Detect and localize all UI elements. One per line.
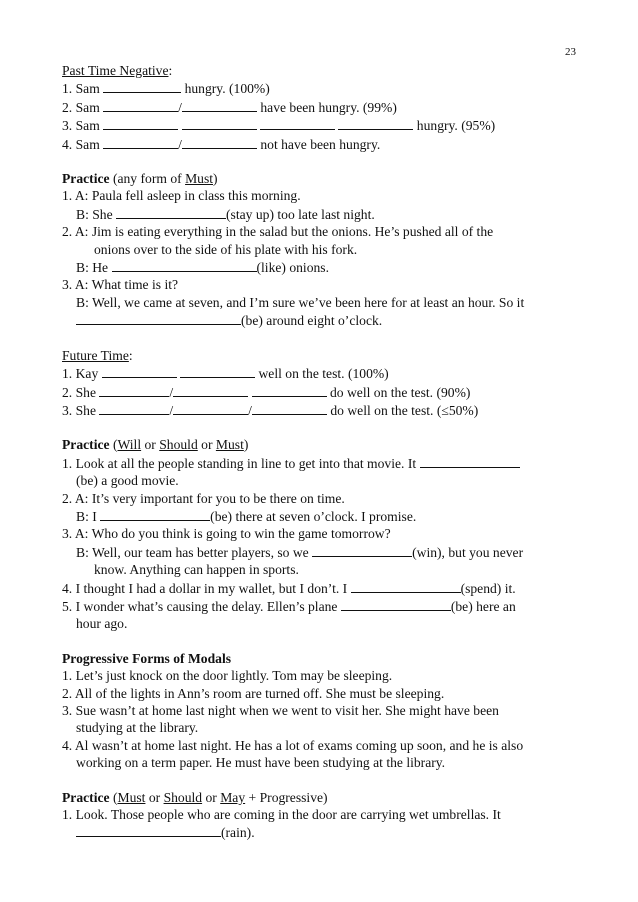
practice1-line: B: Well, we came at seven, and I’m sure we’ve been here for at least an hour. So it [76,294,525,310]
worksheet [62,62,582,842]
practice3-line: (rain). [62,823,582,841]
practice-heading-1: Practice (any form of Must) [62,171,218,187]
answer-blank[interactable] [260,116,335,130]
progressive-example: 3. Sue wasn’t at home last night when we went to visit her. She might have been [62,703,499,718]
answer-blank[interactable] [173,383,248,397]
answer-blank[interactable] [99,383,169,397]
answer-blank[interactable] [103,135,178,149]
answer-blank[interactable] [102,364,177,378]
answer-blank[interactable] [312,543,412,557]
practice2-line: 3. A: Who do you think is going to win the game tomorrow? [62,526,391,542]
progressive-example: 2. All of the lights in Ann’s room are turned off. She must be sleeping. [62,685,445,701]
past-negative-item-4: 4. Sam / not have been hungry. [62,136,381,152]
answer-blank[interactable] [103,79,181,93]
answer-blank[interactable] [351,579,461,593]
practice1-line: B: She (stay up) too late last night. [76,206,375,222]
practice1-line: 1. A: Paula fell asleep in class this morning. [62,188,301,204]
answer-blank[interactable] [338,116,413,130]
answer-blank[interactable] [76,311,241,325]
practice-heading-3: Practice (Must or Should or May + Progressive) [62,789,328,805]
page-number: 23 [565,46,576,58]
answer-blank[interactable] [252,401,327,415]
answer-blank[interactable] [116,205,226,219]
past-negative-item-2: 2. Sam / have been hungry. (99%) [62,99,397,115]
answer-blank[interactable] [103,98,178,112]
future-item-1: 1. Kay well on the test. (100%) [62,366,389,382]
answer-blank[interactable] [182,116,257,130]
practice2-line: 2. A: It’s very important for you to be there on time. [62,490,345,506]
practice2-line: B: I (be) there at seven o’clock. I promise. [76,508,417,524]
answer-blank[interactable] [103,116,178,130]
past-negative-item-1: 1. Sam hungry. (100%) [62,81,270,97]
answer-blank[interactable] [112,258,257,272]
answer-blank[interactable] [99,401,169,415]
practice2-line: 4. I thought I had a dollar in my wallet, but I don’t. I (spend) it. [62,580,516,596]
progressive-example: studying at the library. [76,720,199,736]
practice-heading-2: Practice (Will or Should or Must) [62,437,249,453]
practice2-line: 1. Look at all the people standing in line to get into that movie. It [62,454,582,472]
section-heading-future: Future Time: [62,347,133,363]
progressive-example: 4. Al wasn’t at home last night. He has a lot of exams coming up soon, and he is also [62,737,524,753]
answer-blank[interactable] [182,98,257,112]
practice1-line: B: He (like) onions. [76,260,329,276]
future-item-2: 2. She / do well on the test. (90%) [62,384,471,400]
answer-blank[interactable] [173,401,248,415]
practice1-line: onions over to the side of his plate with his fork. [94,241,358,257]
past-negative-item-3: 3. Sam hungry. (95%) [62,118,496,134]
answer-blank[interactable] [76,823,221,837]
progressive-example: working on a term paper. He must have been studying at the library. [76,755,446,771]
answer-blank[interactable] [420,454,520,468]
section-heading-progressive: Progressive Forms of Modals [62,650,232,666]
practice1-line: 3. A: What time is it? [62,277,179,293]
practice2-line: B: Well, our team has better players, so we (win), but you never [76,544,524,560]
practice2-line: hour ago. [76,616,128,632]
section-heading-past-negative: Past Time Negative: [62,63,173,78]
practice2-line: know. Anything can happen in sports. [94,562,299,578]
answer-blank[interactable] [182,135,257,149]
practice1-line: (be) around eight o’clock. [62,311,582,329]
progressive-example: 1. Let’s just knock on the door lightly. Tom may be sleeping. [62,668,393,684]
practice3-line: 1. Look. Those people who are coming in the door are carrying wet umbrellas. It [62,807,501,823]
practice2-line: (be) a good movie. [76,473,179,489]
answer-blank[interactable] [252,383,327,397]
answer-blank[interactable] [341,597,451,611]
answer-blank[interactable] [100,507,210,521]
future-item-3: 3. She / / do well on the test. (≤50%) [62,402,479,418]
practice2-line: 5. I wonder what’s causing the delay. Ellen’s plane (be) here an [62,598,516,614]
practice1-line: 2. A: Jim is eating everything in the salad but the onions. He’s pushed all of the [62,224,494,240]
answer-blank[interactable] [180,364,255,378]
